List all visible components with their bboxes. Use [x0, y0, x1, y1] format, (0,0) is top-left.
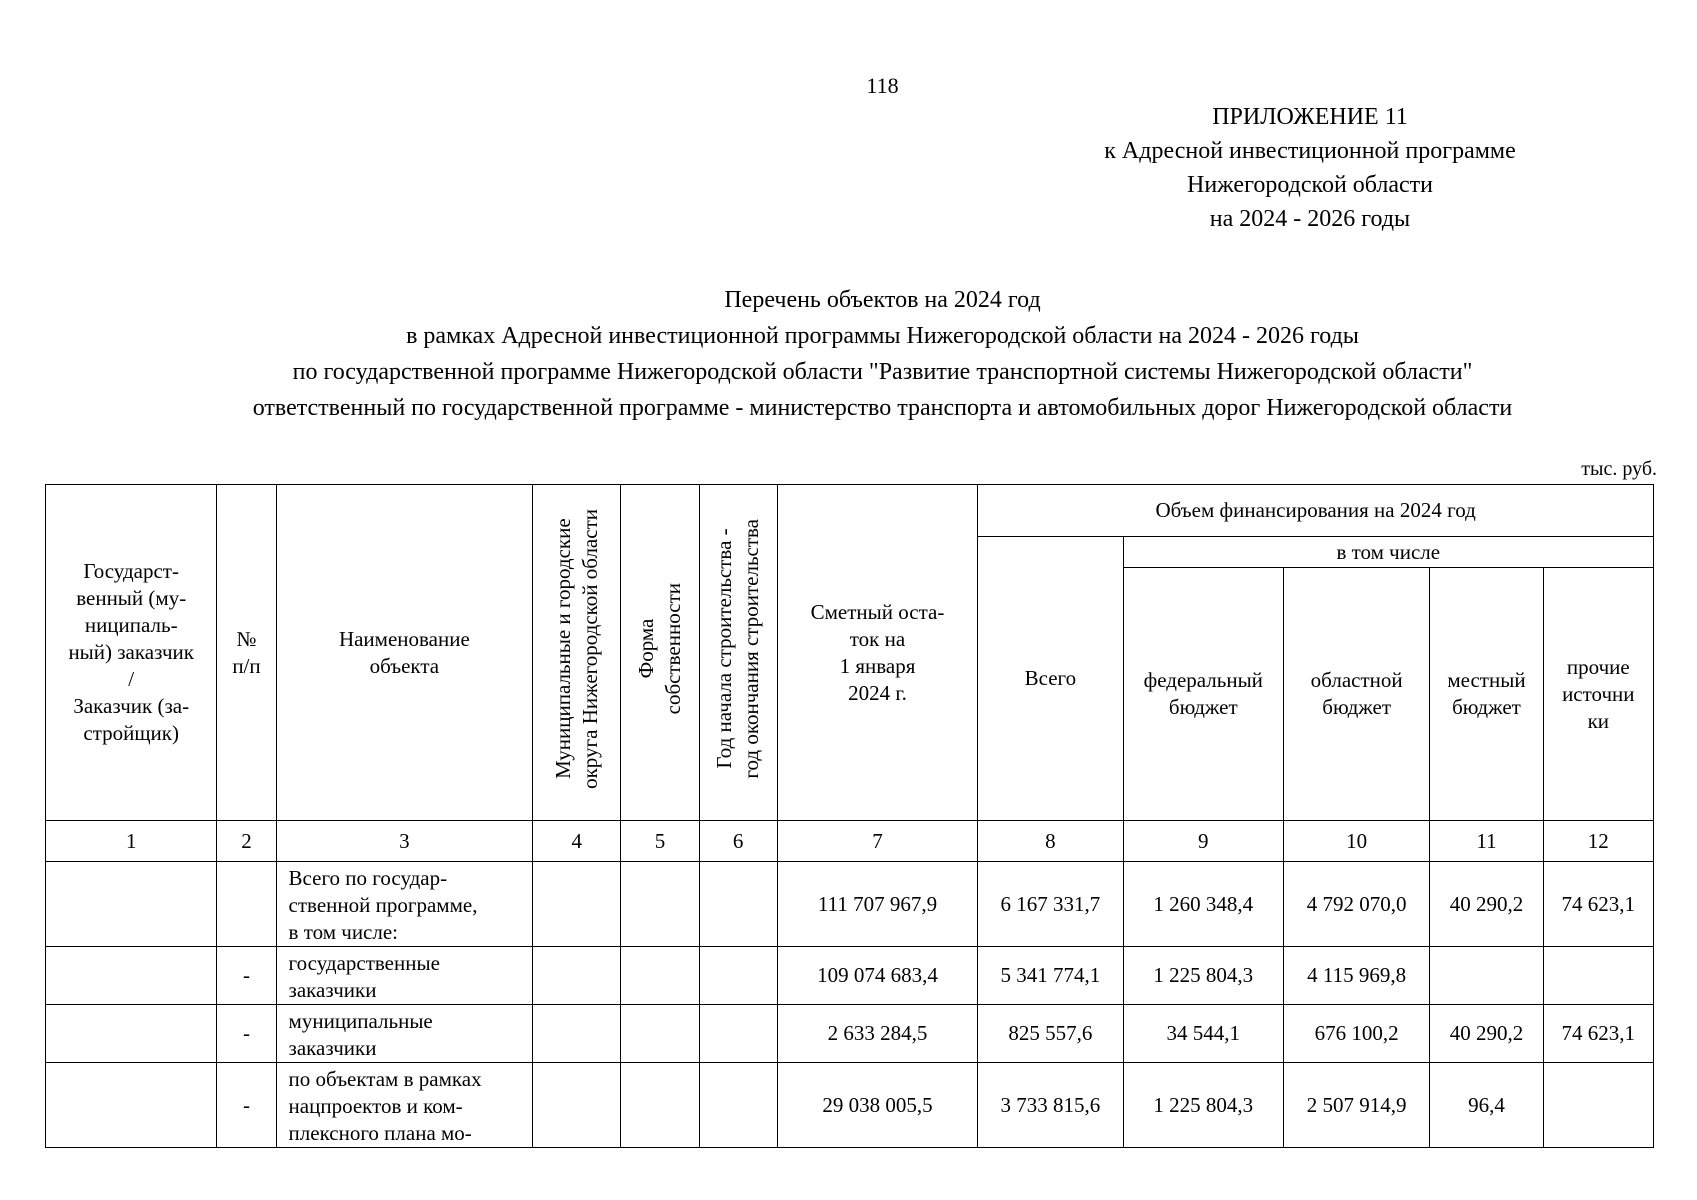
header-including: в том числе	[1123, 537, 1653, 568]
column-number: 6	[699, 821, 777, 862]
header-name: Наименование объекта	[276, 485, 533, 821]
cell-federal: 1 260 348,4	[1123, 862, 1283, 947]
cell-regional: 4 115 969,8	[1283, 947, 1429, 1005]
cell-no	[217, 862, 276, 947]
cell-ownership	[621, 1005, 699, 1063]
cell-other: 74 623,1	[1543, 862, 1653, 947]
column-number: 7	[777, 821, 977, 862]
units-label: тыс. руб.	[1581, 458, 1657, 480]
cell-federal: 1 225 804,3	[1123, 947, 1283, 1005]
header-no: № п/п	[217, 485, 276, 821]
header-funding: Объем финансирования на 2024 год	[978, 485, 1654, 537]
table-row	[46, 862, 1654, 947]
header-estimate: Сметный оста- ток на 1 января 2024 г.	[777, 485, 977, 821]
cell-name: государственные заказчики	[276, 947, 533, 1005]
column-number: 4	[533, 821, 621, 862]
column-number: 2	[217, 821, 276, 862]
cell-total: 825 557,6	[978, 1005, 1123, 1063]
document-title	[0, 282, 1697, 426]
cell-estimate: 111 707 967,9	[777, 862, 977, 947]
column-number: 11	[1430, 821, 1543, 862]
header-other: прочие источни ки	[1543, 568, 1653, 821]
table-row	[46, 1063, 1654, 1148]
cell-total: 3 733 815,6	[978, 1063, 1123, 1148]
title-line-2: в рамках Адресной инвестиционной программы Нижегородской области на 2024 - 2026 годы	[406, 323, 1359, 349]
appendix-line-2: к Адресной инвестиционной программе	[1104, 138, 1516, 164]
appendix-block	[1050, 100, 1570, 236]
title-line-1: Перечень объектов на 2024 год	[724, 287, 1041, 313]
header-total: Всего	[978, 537, 1123, 821]
cell-municipal	[533, 947, 621, 1005]
cell-name: по объектам в рамках нацпроектов и ком- плексного плана мо-	[276, 1063, 533, 1148]
header-federal: федеральный бюджет	[1123, 568, 1283, 821]
cell-municipal	[533, 1005, 621, 1063]
cell-no: -	[217, 947, 276, 1005]
cell-ownership	[621, 947, 699, 1005]
header-regional: областной бюджет	[1283, 568, 1429, 821]
header-ownership-cell	[621, 485, 699, 821]
cell-other	[1543, 947, 1653, 1005]
column-number: 5	[621, 821, 699, 862]
title-line-3: по государственной программе Нижегородской области "Развитие транспортной системы Нижегородской области"	[292, 359, 1473, 385]
column-number: 3	[276, 821, 533, 862]
cell-federal: 34 544,1	[1123, 1005, 1283, 1063]
cell-customer	[46, 1063, 217, 1148]
cell-years	[699, 947, 777, 1005]
header-ownership: Форма собственности	[633, 583, 685, 715]
cell-years	[699, 1063, 777, 1148]
header-municipal: Муниципальные и городские округа Нижегородской области	[550, 509, 602, 789]
cell-name: муниципальные заказчики	[276, 1005, 533, 1063]
column-number: 1	[46, 821, 217, 862]
cell-regional: 676 100,2	[1283, 1005, 1429, 1063]
header-local: местный бюджет	[1430, 568, 1543, 821]
header-years: Год начала строительства - год окончания строительства	[712, 519, 764, 779]
cell-municipal	[533, 1063, 621, 1148]
cell-total: 5 341 774,1	[978, 947, 1123, 1005]
cell-name: Всего по государ- ственной программе, в том числе:	[276, 862, 533, 947]
cell-municipal	[533, 862, 621, 947]
cell-local	[1430, 947, 1543, 1005]
cell-regional: 2 507 914,9	[1283, 1063, 1429, 1148]
cell-years	[699, 1005, 777, 1063]
cell-no: -	[217, 1005, 276, 1063]
column-number-row	[46, 821, 1654, 862]
cell-customer	[46, 862, 217, 947]
header-customer: Государст- венный (му- ниципаль- ный) заказчик / Заказчик (за- стройщик)	[46, 485, 217, 821]
table-row	[46, 1005, 1654, 1063]
cell-customer	[46, 1005, 217, 1063]
header-years-cell	[699, 485, 777, 821]
column-number: 10	[1283, 821, 1429, 862]
cell-no: -	[217, 1063, 276, 1148]
cell-local: 40 290,2	[1430, 1005, 1543, 1063]
table-row	[46, 947, 1654, 1005]
title-line-4: ответственный по государственной программе - министерство транспорта и автомобильных дорог Нижегородской области	[252, 395, 1513, 421]
cell-total: 6 167 331,7	[978, 862, 1123, 947]
cell-federal: 1 225 804,3	[1123, 1063, 1283, 1148]
cell-estimate: 109 074 683,4	[777, 947, 977, 1005]
cell-other: 74 623,1	[1543, 1005, 1653, 1063]
column-number: 12	[1543, 821, 1653, 862]
appendix-line-1: ПРИЛОЖЕНИЕ 11	[1212, 104, 1408, 130]
cell-estimate: 2 633 284,5	[777, 1005, 977, 1063]
cell-years	[699, 862, 777, 947]
cell-ownership	[621, 1063, 699, 1148]
appendix-line-3: Нижегородской области	[1186, 172, 1434, 198]
column-number: 9	[1123, 821, 1283, 862]
cell-local: 40 290,2	[1430, 862, 1543, 947]
page-number: 118	[866, 73, 899, 98]
objects-table	[45, 484, 1654, 1148]
header-municipal-cell	[533, 485, 621, 821]
column-number: 8	[978, 821, 1123, 862]
cell-estimate: 29 038 005,5	[777, 1063, 977, 1148]
cell-local: 96,4	[1430, 1063, 1543, 1148]
cell-ownership	[621, 862, 699, 947]
cell-other	[1543, 1063, 1653, 1148]
cell-regional: 4 792 070,0	[1283, 862, 1429, 947]
appendix-line-4: на 2024 - 2026 годы	[1209, 206, 1411, 232]
cell-customer	[46, 947, 217, 1005]
